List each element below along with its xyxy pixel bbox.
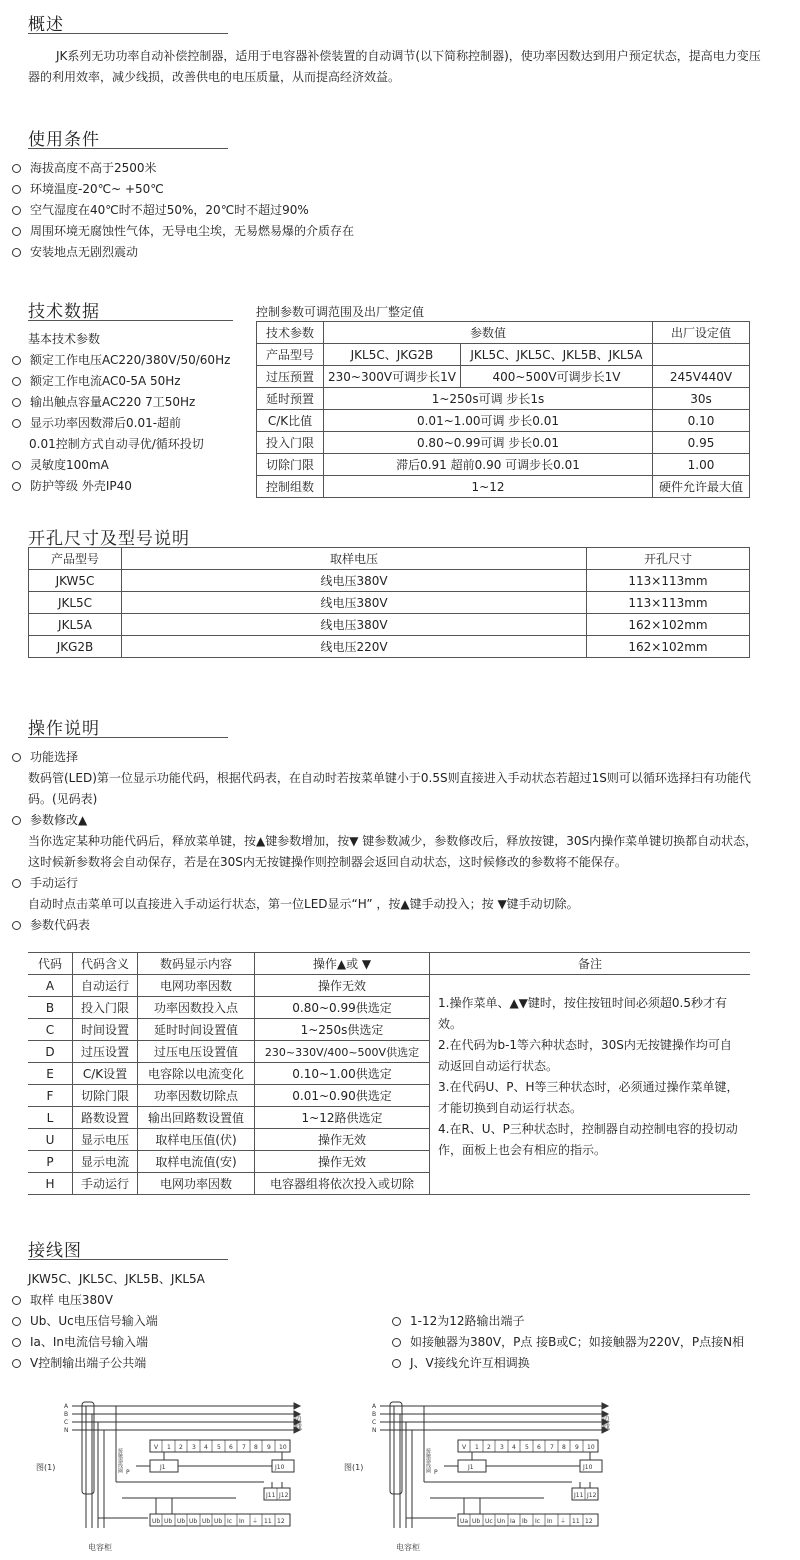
table-cell: JKL5C、JKG2B	[324, 344, 461, 366]
table-cell: B	[28, 997, 73, 1019]
table-row	[257, 388, 750, 410]
table-cell: 0.80~0.99供选定	[255, 997, 430, 1019]
table-cell: 0.80~0.99可调 步长0.01	[324, 432, 653, 454]
terminal-label: Ua	[460, 1518, 469, 1525]
list-item: 额定工作电流AC0-5A 50Hz	[12, 371, 230, 392]
table-row	[29, 570, 750, 592]
terminal-label: Ub	[164, 1518, 173, 1525]
table-cell: JKL5C、JKL5C、JKL5B、JKL5A	[460, 344, 652, 366]
relay-label: J10	[583, 1464, 593, 1471]
phase-label: A	[372, 1403, 377, 1410]
table-header-cell: 代码含义	[73, 953, 138, 975]
table-cell: H	[28, 1173, 73, 1195]
table-cell: 延时时间设置值	[138, 1019, 255, 1041]
p-point-label: P	[434, 1469, 438, 1476]
overview-title: 概述	[28, 15, 64, 35]
op-para-1: 数码管(LED)第一位显示功能代码，根据代码表，在自动时若按菜单键小于0.5S则直接进入手动状态若超过1S则可以循环选择扫有功能代码。(见码表)	[28, 771, 751, 806]
table-cell: 线电压380V	[122, 614, 587, 636]
table-row	[257, 476, 750, 498]
terminal-label: 5	[525, 1444, 529, 1451]
table-cell: 滞后0.91 超前0.90 可调步长0.01	[324, 454, 653, 476]
circle-bullet-icon	[12, 816, 21, 825]
phase-label: A	[64, 1403, 69, 1410]
circle-bullet-icon	[12, 227, 21, 236]
circle-bullet-icon	[12, 398, 21, 407]
table-row	[29, 614, 750, 636]
circle-bullet-icon	[12, 1359, 21, 1368]
load-label: 负载	[601, 1414, 611, 1430]
phase-label: C	[372, 1419, 377, 1426]
load-label: 负载	[293, 1414, 303, 1430]
op-bullet-1: 功能选择	[12, 747, 78, 768]
terminal-label: 7	[550, 1444, 554, 1451]
table-cell: 取样电流值(安)	[138, 1151, 255, 1173]
list-item: 海拔高度不高于2500米	[12, 158, 354, 179]
terminal-label: V	[462, 1444, 467, 1451]
table-cell: 0.10	[653, 410, 750, 432]
operation-title: 操作说明	[28, 719, 100, 739]
circle-bullet-icon	[12, 419, 21, 428]
list-item: 防护等级 外壳IP40	[12, 476, 230, 497]
terminal-label: 9	[267, 1444, 271, 1451]
op-para-2: 当你选定某种功能代码后，释放菜单键，按▲键参数增加，按▼ 键参数减少，参数修改后，释放按键，30S内操作菜单键切换都自动状态，这时候新参数将会自动保存，若是在30S内无按键操作则控制器会返回自动状态，这时候修改的参数将不能保存。	[28, 834, 758, 869]
table-cell: 操作无效	[255, 1151, 430, 1173]
list-item: 额定工作电压AC220/380V/50/60Hz	[12, 350, 230, 371]
circle-bullet-icon	[12, 1296, 21, 1305]
wiring-diagram-right	[344, 1398, 624, 1558]
circle-bullet-icon	[12, 356, 21, 365]
terminal-label: ⏚	[252, 1518, 259, 1525]
table-cell: 过压设置	[73, 1041, 138, 1063]
diagram-label: 图(1)	[36, 1463, 56, 1472]
circle-bullet-icon	[12, 164, 21, 173]
terminal-label: ⏚	[560, 1518, 567, 1525]
terminal-label: Ic	[535, 1518, 541, 1525]
table-cell: 线电压220V	[122, 636, 587, 658]
relay-label: J1	[468, 1464, 474, 1471]
relay-label: J10	[275, 1464, 285, 1471]
table-cell: 切除门限	[257, 454, 324, 476]
note-item: 1.操作菜单、▲▼键时，按住按钮时间必须超0.5秒才有效。	[438, 996, 727, 1031]
table-cell: 显示电流	[73, 1151, 138, 1173]
terminal-label: 2	[487, 1444, 491, 1451]
table-header-cell: 备注	[430, 953, 751, 975]
basic-params-title: 基本技术参数	[28, 332, 101, 346]
table-cell: 操作无效	[255, 975, 430, 997]
table-cell: 显示电压	[73, 1129, 138, 1151]
phase-label: C	[64, 1419, 69, 1426]
list-item: 显示功率因数滞后0.01-超前	[12, 413, 230, 434]
table-cell: 电容器组将依次投入或切除	[255, 1173, 430, 1195]
terminal-label: Ub	[177, 1518, 186, 1525]
table-cell: 113×113mm	[587, 570, 750, 592]
table-row	[28, 975, 750, 997]
table-cell: 电容除以电流变化	[138, 1063, 255, 1085]
wiring-right-list	[392, 1311, 744, 1374]
coil-label: 接触器线圈	[117, 1448, 123, 1473]
table-cell: 功率因数切除点	[138, 1085, 255, 1107]
list-item: 0.01控制方式自动寻优/循环投切	[29, 437, 204, 451]
table-header-cell: 出厂设定值	[653, 322, 750, 344]
table-row	[257, 432, 750, 454]
terminal-label: 2	[179, 1444, 183, 1451]
conditions-divider	[28, 148, 228, 149]
table-cell: A	[28, 975, 73, 997]
terminal-label: In	[239, 1518, 245, 1525]
relay-label: J12	[279, 1492, 289, 1499]
table-cell: 电网功率因数	[138, 975, 255, 997]
table-cell: 切除门限	[73, 1085, 138, 1107]
cutout-title: 开孔尺寸及型号说明	[28, 529, 190, 549]
table-cell: C	[28, 1019, 73, 1041]
table-cell: 1~12路供选定	[255, 1107, 430, 1129]
note-item: 3.在代码U、P、H等三种状态时，必须通过操作菜单键，才能切换到自动运行状态。	[438, 1080, 739, 1115]
circle-bullet-icon	[12, 1338, 21, 1347]
table-cell: JKG2B	[29, 636, 122, 658]
op-bullet-3: 手动运行	[12, 873, 78, 894]
conditions-title: 使用条件	[28, 130, 100, 150]
terminal-label: Ia	[510, 1518, 516, 1525]
terminal-label: 1	[475, 1444, 479, 1451]
table-cell: F	[28, 1085, 73, 1107]
list-item: Ia、In电流信号输入端	[12, 1332, 158, 1353]
tech-title: 技术数据	[28, 302, 100, 322]
circle-bullet-icon	[12, 206, 21, 215]
list-item: 灵敏度100mA	[12, 455, 230, 476]
terminal-label: 4	[512, 1444, 516, 1451]
table-row	[29, 592, 750, 614]
phase-label: N	[64, 1427, 69, 1434]
wiring-models: JKW5C、JKL5C、JKL5B、JKL5A	[28, 1272, 205, 1286]
tech-divider	[28, 320, 233, 321]
table-cell: C/K设置	[73, 1063, 138, 1085]
circle-bullet-icon	[12, 461, 21, 470]
table-row	[29, 548, 750, 570]
table-cell: JKL5A	[29, 614, 122, 636]
terminal-label: 12	[277, 1518, 285, 1525]
table-cell: 30s	[653, 388, 750, 410]
circle-bullet-icon	[392, 1317, 401, 1326]
param-table	[256, 321, 750, 498]
table-header-cell: 技术参数	[257, 322, 324, 344]
table-cell: 手动运行	[73, 1173, 138, 1195]
operation-divider	[28, 737, 228, 738]
diagram-label: 图(1)	[344, 1463, 364, 1472]
terminal-label: 9	[575, 1444, 579, 1451]
table-cell: 0.95	[653, 432, 750, 454]
op-bullet-2: 参数修改▲	[12, 810, 87, 831]
circle-bullet-icon	[392, 1338, 401, 1347]
table-cell: 功率因数投入点	[138, 997, 255, 1019]
table-cell: 0.01~0.90供选定	[255, 1085, 430, 1107]
terminal-label: 8	[254, 1444, 258, 1451]
table-cell: 1~12	[324, 476, 653, 498]
terminal-label: 3	[192, 1444, 196, 1451]
list-item: 输出触点容量AC220 7工50Hz	[12, 392, 230, 413]
circle-bullet-icon	[12, 921, 21, 930]
code-table	[28, 952, 750, 1195]
table-header-cell: 开孔尺寸	[587, 548, 750, 570]
table-cell: 162×102mm	[587, 636, 750, 658]
terminal-label: Ub	[214, 1518, 223, 1525]
circle-bullet-icon	[12, 753, 21, 762]
circle-bullet-icon	[12, 248, 21, 257]
table-cell: D	[28, 1041, 73, 1063]
table-cell: 路数设置	[73, 1107, 138, 1129]
op-bullet-4: 参数代码表	[12, 915, 90, 936]
table-cell: 电网功率因数	[138, 1173, 255, 1195]
terminal-label: 1	[167, 1444, 171, 1451]
table-cell: U	[28, 1129, 73, 1151]
terminal-label: V	[154, 1444, 159, 1451]
terminal-label: Uc	[485, 1518, 493, 1525]
table-cell: 硬件允许最大值	[653, 476, 750, 498]
table-cell: JKL5C	[29, 592, 122, 614]
table-header-cell: 操作▲或 ▼	[255, 953, 430, 975]
terminal-label: 3	[500, 1444, 504, 1451]
terminal-label: 5	[217, 1444, 221, 1451]
note-item: 4.在R、U、P三种状态时，控制器自动控制电容的投切动作，面板上也会有相应的指示。	[438, 1122, 738, 1157]
circle-bullet-icon	[12, 377, 21, 386]
table-cell: 0.01~1.00可调 步长0.01	[324, 410, 653, 432]
table-cell: P	[28, 1151, 73, 1173]
list-item: 周围环境无腐蚀性气体，无导电尘埃，无易燃易爆的介质存在	[12, 221, 354, 242]
table-cell: 400~500V可调步长1V	[460, 366, 652, 388]
wiring-diagram-left	[36, 1398, 316, 1558]
basic-params-list	[12, 350, 230, 497]
table-cell: 自动运行	[73, 975, 138, 997]
terminal-label: 12	[585, 1518, 593, 1525]
overview-text: JK系列无功功率自动补偿控制器，适用于电容器补偿装置的自动调节(以下简称控制器)，使功率因数达到用户预定状态，提高电力变压器的利用效率，减少线损，改善供电的电压质量，从而提高经济效益。	[28, 49, 761, 84]
terminal-label: 11	[572, 1518, 580, 1525]
table-cell: 1~250s可调 步长1s	[324, 388, 653, 410]
terminal-label: Ub	[472, 1518, 481, 1525]
list-item: 环境温度-20℃~ +50℃	[12, 179, 354, 200]
table-row	[257, 322, 750, 344]
terminal-label: Ib	[522, 1518, 528, 1525]
relay-label: J1	[160, 1464, 166, 1471]
note-item: 2.在代码为b-1等六种状态时，30S内无按键操作均可自动返回自动运行状态。	[438, 1038, 732, 1073]
notes-cell	[430, 975, 751, 1195]
table-cell: 113×113mm	[587, 592, 750, 614]
list-item: 如接触器为380V，P点 接B或C；如接触器为220V，P点接N相	[392, 1332, 744, 1353]
table-row	[28, 953, 750, 975]
circle-bullet-icon	[12, 482, 21, 491]
table-header-cell: 数码显示内容	[138, 953, 255, 975]
overview-divider	[28, 33, 228, 34]
coil-label: 接触器线圈	[425, 1448, 431, 1473]
circle-bullet-icon	[392, 1359, 401, 1368]
terminal-label: 8	[562, 1444, 566, 1451]
table-cell: 操作无效	[255, 1129, 430, 1151]
table-header-cell: 产品型号	[29, 548, 122, 570]
table-cell: 1~250s供选定	[255, 1019, 430, 1041]
list-item: 1-12为12路输出端子	[392, 1311, 744, 1332]
terminal-label: 6	[537, 1444, 541, 1451]
table-cell: 过压电压设置值	[138, 1041, 255, 1063]
phase-label: B	[64, 1411, 69, 1418]
table-cell: C/K比值	[257, 410, 324, 432]
terminal-label: 7	[242, 1444, 246, 1451]
table-cell: 时间设置	[73, 1019, 138, 1041]
param-table-caption: 控制参数可调范围及出厂整定值	[256, 305, 425, 319]
wiring-divider	[28, 1259, 228, 1260]
list-item: 取样 电压380V	[12, 1290, 158, 1311]
table-cell: 控制组数	[257, 476, 324, 498]
table-cell: E	[28, 1063, 73, 1085]
table-cell	[653, 344, 750, 366]
terminal-label: Ub	[202, 1518, 211, 1525]
cutout-table	[28, 547, 750, 658]
list-item: J、V接线允许互相调换	[392, 1353, 744, 1374]
list-item: 安装地点无剧烈震动	[12, 242, 354, 263]
terminal-label: Ub	[152, 1518, 161, 1525]
table-row	[257, 410, 750, 432]
cabinet-label: 电容柜	[88, 1543, 112, 1552]
terminal-label: 4	[204, 1444, 208, 1451]
table-header-cell: 取样电压	[122, 548, 587, 570]
relay-label: J11	[574, 1492, 584, 1499]
table-cell: 投入门限	[257, 432, 324, 454]
terminal-label: Ic	[227, 1518, 233, 1525]
conditions-list	[12, 158, 354, 263]
terminal-label: Ub	[189, 1518, 198, 1525]
wiring-left-list	[12, 1290, 158, 1374]
terminal-label: 10	[279, 1444, 287, 1451]
circle-bullet-icon	[12, 185, 21, 194]
table-cell: 线电压380V	[122, 592, 587, 614]
table-cell: 输出回路数设置值	[138, 1107, 255, 1129]
table-header-cell: 参数值	[324, 322, 653, 344]
table-cell: 延时预置	[257, 388, 324, 410]
cabinet-label: 电容柜	[396, 1543, 420, 1552]
terminal-label: In	[547, 1518, 553, 1525]
relay-label: J11	[266, 1492, 276, 1499]
table-cell: 产品型号	[257, 344, 324, 366]
table-cell: 162×102mm	[587, 614, 750, 636]
table-cell: 230~330V/400~500V供选定	[255, 1041, 430, 1063]
phase-label: B	[372, 1411, 377, 1418]
circle-bullet-icon	[12, 879, 21, 888]
phase-label: N	[372, 1427, 377, 1434]
list-item: V控制输出端子公共端	[12, 1353, 158, 1374]
table-cell: 过压预置	[257, 366, 324, 388]
op-para-3: 自动时点击菜单可以直接进入手动运行状态，第一位LED显示“H” ，按▲键手动投入；按 ▼键手动切除。	[28, 897, 579, 911]
terminal-label: Un	[497, 1518, 506, 1525]
table-cell: JKW5C	[29, 570, 122, 592]
table-row	[257, 366, 750, 388]
terminal-label: 11	[264, 1518, 272, 1525]
list-item: Ub、Uc电压信号输入端	[12, 1311, 158, 1332]
table-cell: 投入门限	[73, 997, 138, 1019]
wiring-title: 接线图	[28, 1241, 82, 1261]
table-cell: 230~300V可调步长1V	[324, 366, 461, 388]
table-row	[29, 636, 750, 658]
relay-label: J12	[587, 1492, 597, 1499]
table-cell: 取样电压值(伏)	[138, 1129, 255, 1151]
table-header-cell: 代码	[28, 953, 73, 975]
table-cell: 1.00	[653, 454, 750, 476]
table-row	[257, 344, 750, 366]
table-cell: 线电压380V	[122, 570, 587, 592]
circle-bullet-icon	[12, 1317, 21, 1326]
table-cell: L	[28, 1107, 73, 1129]
table-row	[257, 454, 750, 476]
table-cell: 0.10~1.00供选定	[255, 1063, 430, 1085]
table-cell: 245V440V	[653, 366, 750, 388]
list-item: 空气湿度在40℃时不超过50%，20℃时不超过90%	[12, 200, 354, 221]
terminal-label: 10	[587, 1444, 595, 1451]
p-point-label: P	[126, 1469, 130, 1476]
terminal-label: 6	[229, 1444, 233, 1451]
